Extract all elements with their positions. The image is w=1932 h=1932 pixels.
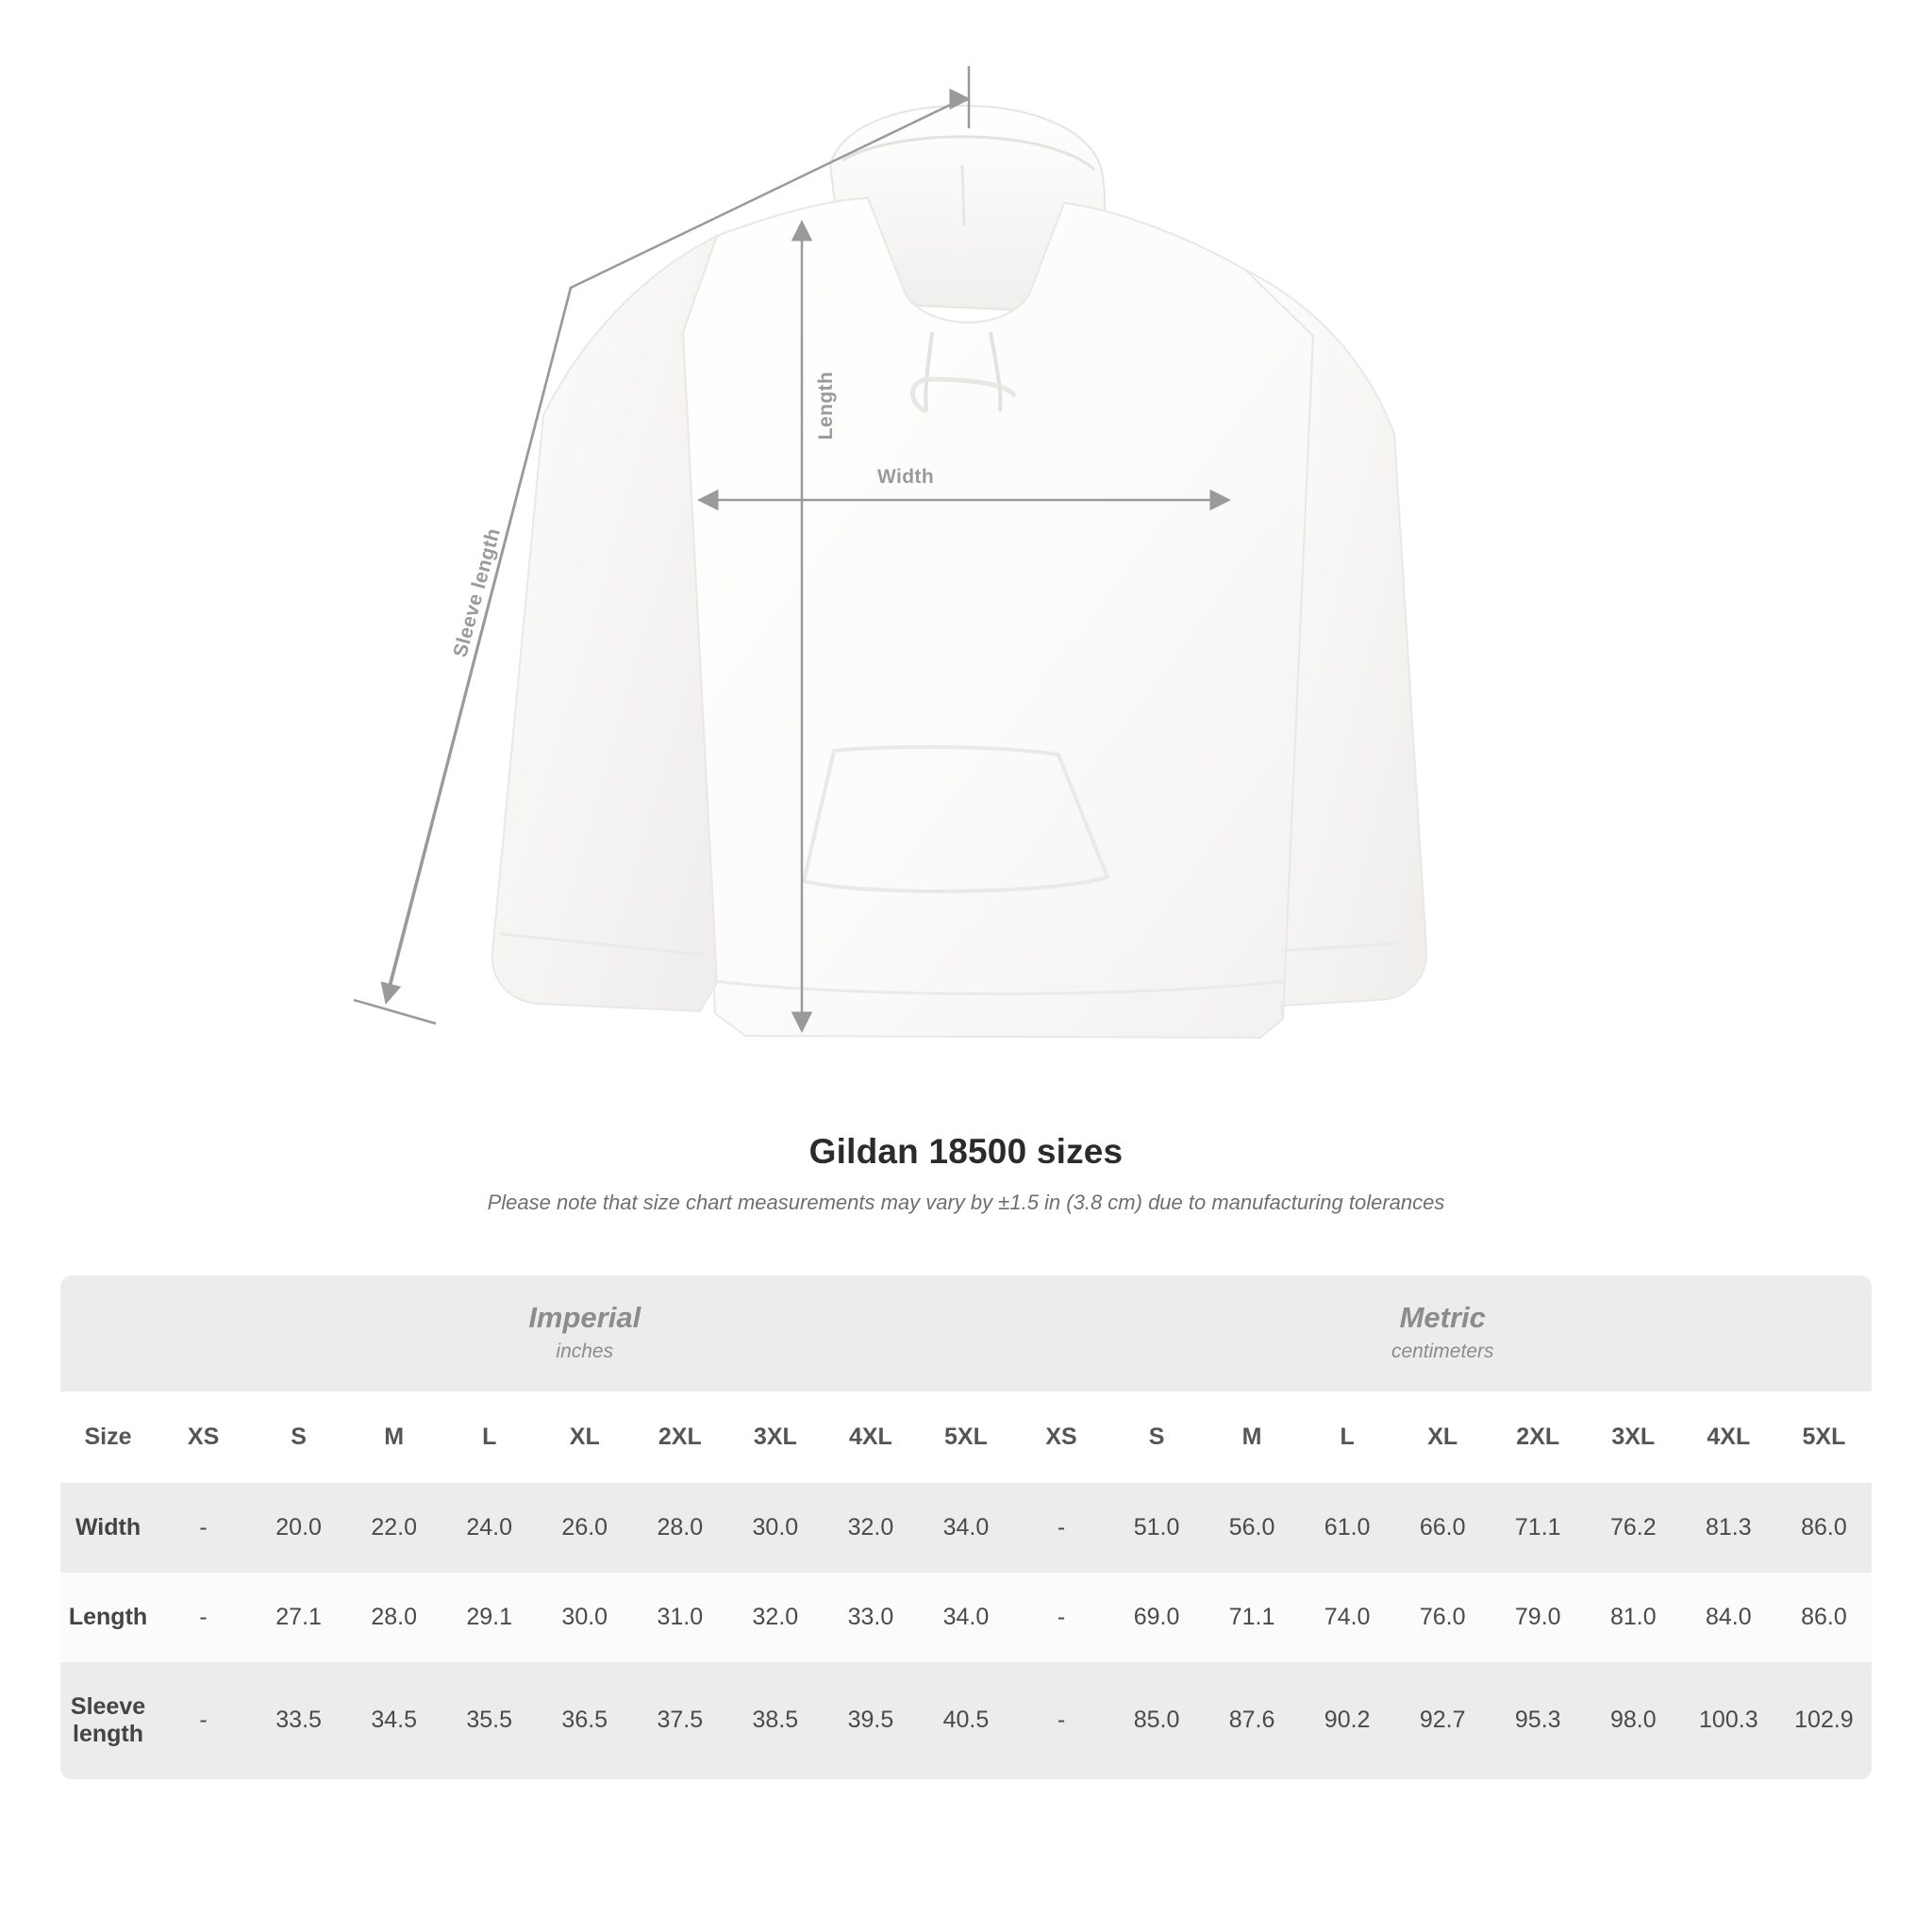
column-header-metric-l: L bbox=[1300, 1391, 1395, 1483]
column-header-imperial-s: S bbox=[251, 1391, 346, 1483]
size-table bbox=[60, 1275, 1872, 1779]
row-label-width: Width bbox=[60, 1483, 156, 1573]
cell-length-metric-m: 71.1 bbox=[1205, 1573, 1300, 1662]
cell-length-metric-3xl: 81.0 bbox=[1586, 1573, 1681, 1662]
hoodie-graphic bbox=[492, 106, 1426, 1038]
column-header-imperial-5xl: 5XL bbox=[918, 1391, 1013, 1483]
cell-sleeve-imperial-l: 35.5 bbox=[441, 1662, 537, 1779]
cell-length-metric-xl: 76.0 bbox=[1395, 1573, 1491, 1662]
column-header-imperial-xl: XL bbox=[537, 1391, 632, 1483]
unit-group-imperial-sub: inches bbox=[556, 1340, 614, 1362]
row-label-length: Length bbox=[60, 1573, 156, 1662]
column-header-imperial-4xl: 4XL bbox=[823, 1391, 918, 1483]
cell-length-imperial-4xl: 33.0 bbox=[823, 1573, 918, 1662]
cell-sleeve-metric-xl: 92.7 bbox=[1395, 1662, 1491, 1779]
unit-header-row bbox=[60, 1275, 1872, 1391]
unit-group-metric-sub: centimeters bbox=[1391, 1340, 1494, 1362]
row-label-sleeve-length: Sleeve length bbox=[60, 1662, 156, 1779]
cell-length-imperial-2xl: 31.0 bbox=[632, 1573, 727, 1662]
cell-sleeve-imperial-2xl: 37.5 bbox=[632, 1662, 727, 1779]
cell-length-imperial-xs: - bbox=[156, 1573, 251, 1662]
column-header-metric-5xl: 5XL bbox=[1776, 1391, 1872, 1483]
unit-group-metric-name: Metric bbox=[1399, 1301, 1486, 1334]
size-table-wrapper bbox=[60, 1275, 1872, 1779]
column-header-metric-4xl: 4XL bbox=[1681, 1391, 1776, 1483]
table-row bbox=[60, 1662, 1872, 1779]
cell-width-imperial-xl: 26.0 bbox=[537, 1483, 632, 1573]
column-header-metric-xl: XL bbox=[1395, 1391, 1491, 1483]
cell-length-imperial-xl: 30.0 bbox=[537, 1573, 632, 1662]
table-row bbox=[60, 1573, 1872, 1662]
unit-group-imperial bbox=[156, 1275, 1013, 1391]
cell-sleeve-metric-l: 90.2 bbox=[1300, 1662, 1395, 1779]
cell-width-metric-s: 51.0 bbox=[1109, 1483, 1205, 1573]
size-header-row bbox=[60, 1391, 1872, 1483]
column-header-metric-xs: XS bbox=[1013, 1391, 1108, 1483]
cell-length-imperial-m: 28.0 bbox=[346, 1573, 441, 1662]
cell-width-metric-xl: 66.0 bbox=[1395, 1483, 1491, 1573]
cell-length-metric-l: 74.0 bbox=[1300, 1573, 1395, 1662]
cell-width-imperial-3xl: 30.0 bbox=[727, 1483, 823, 1573]
cell-width-metric-3xl: 76.2 bbox=[1586, 1483, 1681, 1573]
column-header-imperial-l: L bbox=[441, 1391, 537, 1483]
cell-width-metric-5xl: 86.0 bbox=[1776, 1483, 1872, 1573]
cell-sleeve-imperial-4xl: 39.5 bbox=[823, 1662, 918, 1779]
cell-sleeve-metric-xs: - bbox=[1013, 1662, 1108, 1779]
title-block bbox=[0, 1132, 1932, 1215]
cell-width-imperial-5xl: 34.0 bbox=[918, 1483, 1013, 1573]
cell-width-metric-4xl: 81.3 bbox=[1681, 1483, 1776, 1573]
cell-length-metric-s: 69.0 bbox=[1109, 1573, 1205, 1662]
cell-sleeve-metric-5xl: 102.9 bbox=[1776, 1662, 1872, 1779]
sleeve-length-label: Sleeve length bbox=[449, 525, 506, 660]
cell-length-metric-xs: - bbox=[1013, 1573, 1108, 1662]
column-header-metric-3xl: 3XL bbox=[1586, 1391, 1681, 1483]
column-header-imperial-m: M bbox=[346, 1391, 441, 1483]
cell-sleeve-imperial-s: 33.5 bbox=[251, 1662, 346, 1779]
cell-width-imperial-xs: - bbox=[156, 1483, 251, 1573]
cell-length-metric-5xl: 86.0 bbox=[1776, 1573, 1872, 1662]
table-row bbox=[60, 1483, 1872, 1573]
width-label: Width bbox=[876, 466, 935, 488]
cell-sleeve-imperial-3xl: 38.5 bbox=[727, 1662, 823, 1779]
cell-width-imperial-s: 20.0 bbox=[251, 1483, 346, 1573]
unit-spacer bbox=[60, 1275, 156, 1391]
cell-sleeve-metric-3xl: 98.0 bbox=[1586, 1662, 1681, 1779]
cell-sleeve-metric-m: 87.6 bbox=[1205, 1662, 1300, 1779]
column-header-metric-2xl: 2XL bbox=[1491, 1391, 1586, 1483]
cell-sleeve-imperial-m: 34.5 bbox=[346, 1662, 441, 1779]
unit-group-metric bbox=[1013, 1275, 1872, 1391]
cell-length-metric-2xl: 79.0 bbox=[1491, 1573, 1586, 1662]
cell-width-metric-m: 56.0 bbox=[1205, 1483, 1300, 1573]
column-header-imperial-3xl: 3XL bbox=[727, 1391, 823, 1483]
unit-group-imperial-name: Imperial bbox=[528, 1301, 641, 1334]
column-header-metric-s: S bbox=[1109, 1391, 1205, 1483]
cell-sleeve-imperial-5xl: 40.5 bbox=[918, 1662, 1013, 1779]
column-header-imperial-xs: XS bbox=[156, 1391, 251, 1483]
column-header-size: Size bbox=[60, 1391, 156, 1483]
cell-width-metric-xs: - bbox=[1013, 1483, 1108, 1573]
cell-width-imperial-4xl: 32.0 bbox=[823, 1483, 918, 1573]
cell-width-imperial-2xl: 28.0 bbox=[632, 1483, 727, 1573]
cell-sleeve-imperial-xl: 36.5 bbox=[537, 1662, 632, 1779]
cell-width-imperial-l: 24.0 bbox=[441, 1483, 537, 1573]
cell-width-imperial-m: 22.0 bbox=[346, 1483, 441, 1573]
cell-length-imperial-3xl: 32.0 bbox=[727, 1573, 823, 1662]
cell-length-imperial-s: 27.1 bbox=[251, 1573, 346, 1662]
cell-width-metric-2xl: 71.1 bbox=[1491, 1483, 1586, 1573]
length-label: Length bbox=[815, 371, 837, 441]
cell-length-imperial-5xl: 34.0 bbox=[918, 1573, 1013, 1662]
cell-sleeve-metric-4xl: 100.3 bbox=[1681, 1662, 1776, 1779]
cell-sleeve-metric-s: 85.0 bbox=[1109, 1662, 1205, 1779]
cell-sleeve-metric-2xl: 95.3 bbox=[1491, 1662, 1586, 1779]
cell-length-imperial-l: 29.1 bbox=[441, 1573, 537, 1662]
page-title: Gildan 18500 sizes bbox=[808, 1132, 1124, 1171]
cell-sleeve-imperial-xs: - bbox=[156, 1662, 251, 1779]
column-header-metric-m: M bbox=[1205, 1391, 1300, 1483]
cell-width-metric-l: 61.0 bbox=[1300, 1483, 1395, 1573]
column-header-imperial-2xl: 2XL bbox=[632, 1391, 727, 1483]
cell-length-metric-4xl: 84.0 bbox=[1681, 1573, 1776, 1662]
tolerance-note: Please note that size chart measurements may vary by ±1.5 in (3.8 cm) due to manufacturing tolerances bbox=[487, 1191, 1445, 1214]
